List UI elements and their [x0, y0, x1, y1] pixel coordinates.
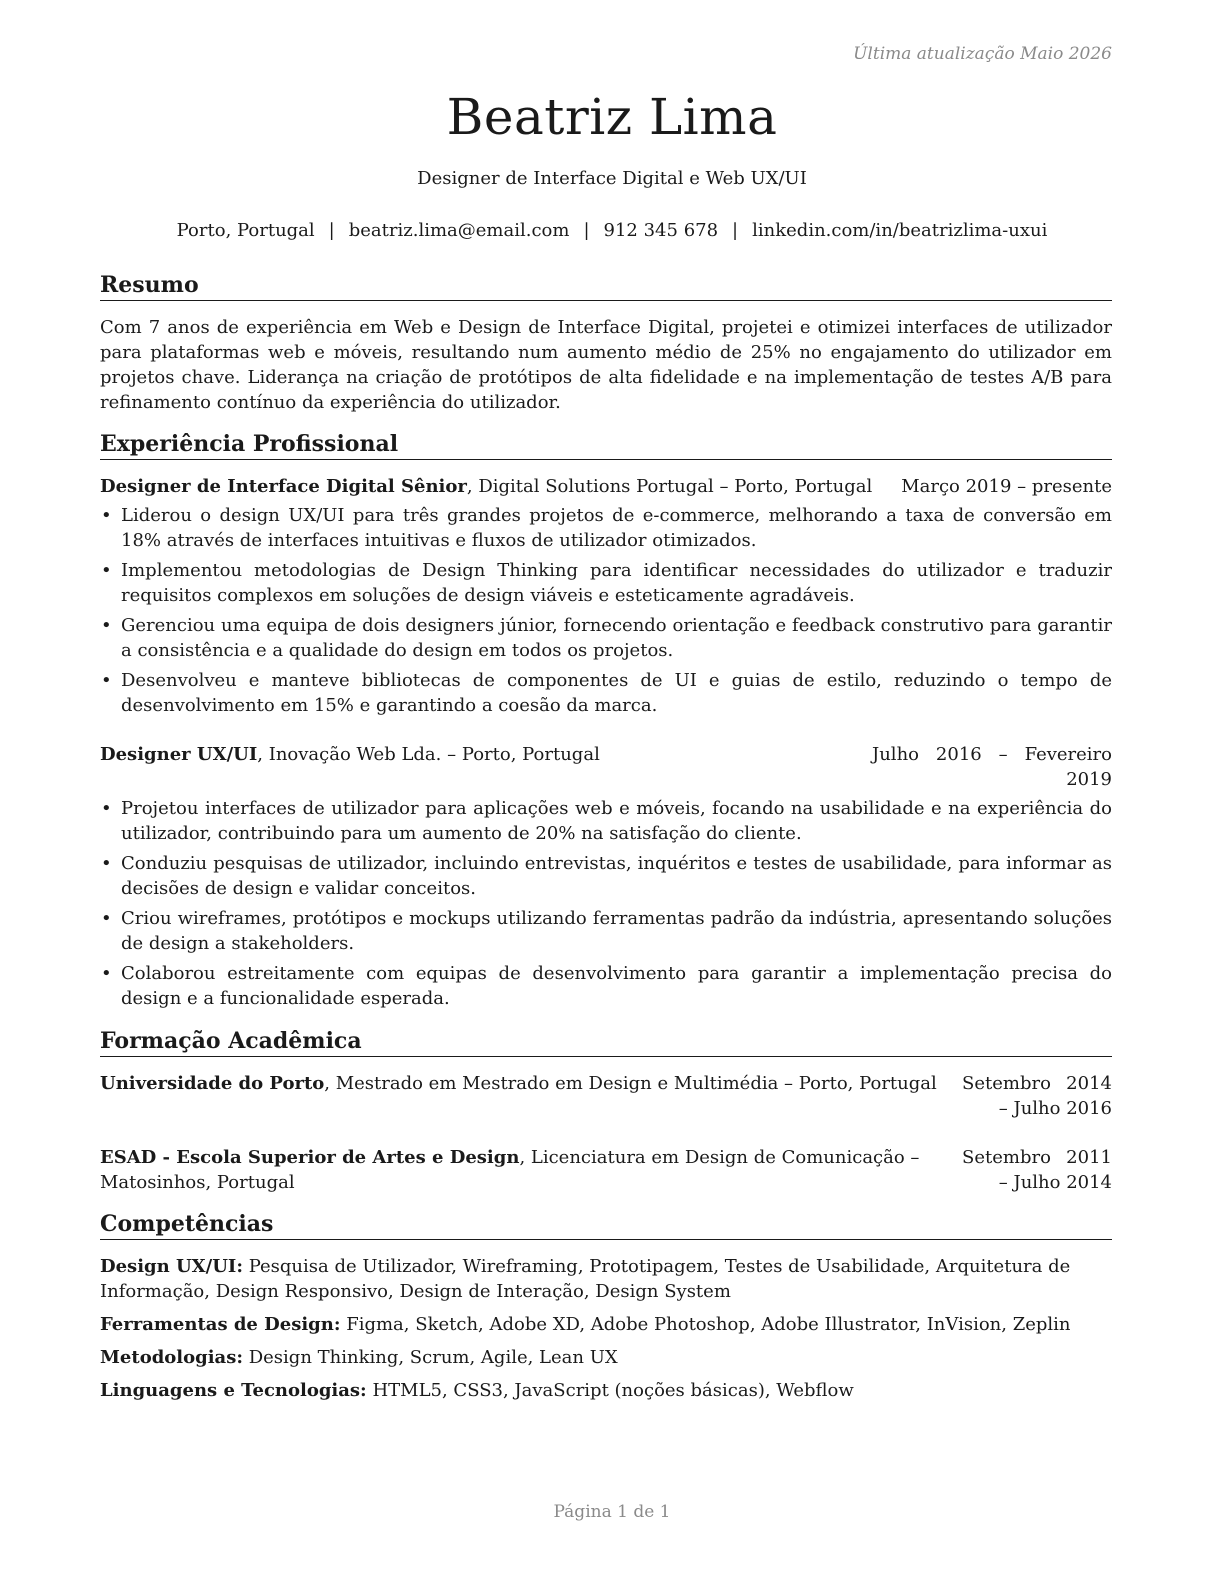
education-school: Universidade do Porto — [100, 1073, 325, 1094]
contact-phone: 912 345 678 — [603, 220, 719, 241]
contact-location: Porto, Portugal — [176, 220, 315, 241]
contact-email[interactable]: beatriz.lima@email.com — [348, 220, 570, 241]
list-item: • Projetou interfaces de utilizador para aplicações web e móveis, focando na usabilidade e na experiência do utilizador, contribuindo para um aumento de 20% na satisfação do cliente. — [100, 796, 1112, 846]
contact-linkedin[interactable]: linkedin.com/in/beatrizlima-uxui — [752, 220, 1048, 241]
skill-row — [100, 1312, 1112, 1337]
skill-label: Ferramentas de Design: — [100, 1314, 341, 1335]
skill-row — [100, 1345, 1112, 1370]
education-detail: , Licenciatura em Design de Comunicação – Matosinhos, Portugal — [100, 1147, 920, 1193]
list-item: • Desenvolveu e manteve bibliotecas de componentes de UI e guias de estilo, reduzindo o tempo de desenvolvimento em 15% e garantindo a coesão da marca. — [100, 668, 1112, 718]
job-dates: Março 2019 – presente — [901, 476, 1112, 497]
skill-row — [100, 1378, 1112, 1403]
list-item: • Conduziu pesquisas de utilizador, incluindo entrevistas, inquéritos e testes de usabilidade, para informar as decisões de design e validar conceitos. — [100, 851, 1112, 901]
section-title-education: Formação Acadêmica — [100, 1028, 1112, 1057]
skill-value: Figma, Sketch, Adobe XD, Adobe Photoshop, Adobe Illustrator, InVision, Zeplin — [340, 1314, 1071, 1335]
education-entry — [100, 1145, 1112, 1195]
skill-label: Linguagens e Tecnologias: — [100, 1380, 367, 1401]
job-bullets — [100, 796, 1112, 1011]
skills-list — [100, 1254, 1112, 1411]
job-dates: Julho 2016 – Fevereiro 2019 — [872, 744, 1112, 790]
job-role: Designer UX/UI — [100, 744, 258, 765]
education-detail: , Mestrado em Mestrado em Design e Multimédia – Porto, Portugal — [324, 1073, 937, 1094]
education-entry — [100, 1071, 1112, 1121]
list-item: • Colaborou estreitamente com equipas de desenvolvimento para garantir a implementação precisa do design e a funcionalidade esperada. — [100, 961, 1112, 1011]
job-header — [100, 474, 1112, 499]
section-title-skills: Competências — [100, 1211, 1112, 1240]
section-title-experience: Experiência Profissional — [100, 431, 1112, 460]
contact-line — [0, 220, 1224, 241]
skill-label: Metodologias: — [100, 1347, 243, 1368]
skill-value: HTML5, CSS3, JavaScript (noções básicas), Webflow — [366, 1380, 854, 1401]
list-item: • Gerenciou uma equipa de dois designers júnior, fornecendo orientação e feedback construtivo para garantir a consistência e a qualidade do design em todos os projetos. — [100, 613, 1112, 663]
last-updated: Última atualização Maio 2026 — [853, 44, 1112, 64]
skill-value: Pesquisa de Utilizador, Wireframing, Prototipagem, Testes de Usabilidade, Arquitetura de Informação, Design Responsivo, Design de Interação, Design System — [100, 1256, 1071, 1302]
skill-label: Design UX/UI: — [100, 1256, 243, 1277]
list-item: • Criou wireframes, protótipos e mockups utilizando ferramentas padrão da indústria, apresentando soluções de design a stakeholders. — [100, 906, 1112, 956]
job-entry — [100, 474, 1112, 723]
contact-separator: | — [328, 220, 335, 241]
education-school: ESAD - Escola Superior de Artes e Design — [100, 1147, 520, 1168]
skill-row — [100, 1254, 1112, 1304]
education-dates: Setembro 2014 – Julho 2016 — [962, 1073, 1112, 1119]
candidate-name: Beatriz Lima — [446, 88, 778, 146]
job-title: Designer de Interface Digital e Web UX/UI — [417, 168, 807, 189]
summary-text: Com 7 anos de experiência em Web e Design de Interface Digital, projetei e otimizei interfaces de utilizador para plataformas web e móveis, resultando num aumento médio de 25% no engajamento do utilizador em projetos chave. Liderança na criação de protótipos de alta fidelidade e na implementação de testes A/B para refinamento contínuo da experiência do utilizador. — [100, 317, 1112, 413]
skill-value: Design Thinking, Scrum, Agile, Lean UX — [243, 1347, 618, 1368]
section-title-summary: Resumo — [100, 272, 1112, 301]
list-item: • Liderou o design UX/UI para três grandes projetos de e-commerce, melhorando a taxa de conversão em 18% através de interfaces intuitivas e fluxos de utilizador otimizados. — [100, 503, 1112, 553]
job-company: , Inovação Web Lda. – Porto, Portugal — [257, 744, 600, 765]
job-role: Designer de Interface Digital Sênior — [100, 476, 467, 497]
page-number: Página 1 de 1 — [553, 1502, 671, 1522]
education-dates: Setembro 2011 – Julho 2014 — [962, 1147, 1112, 1193]
job-bullets — [100, 503, 1112, 718]
contact-separator: | — [583, 220, 590, 241]
contact-separator: | — [732, 220, 739, 241]
job-company: , Digital Solutions Portugal – Porto, Portugal — [466, 476, 873, 497]
list-item: • Implementou metodologias de Design Thinking para identificar necessidades do utilizador e traduzir requisitos complexos em soluções de design viáveis e esteticamente agradáveis. — [100, 558, 1112, 608]
job-header — [100, 742, 1112, 792]
job-entry — [100, 742, 1112, 1016]
